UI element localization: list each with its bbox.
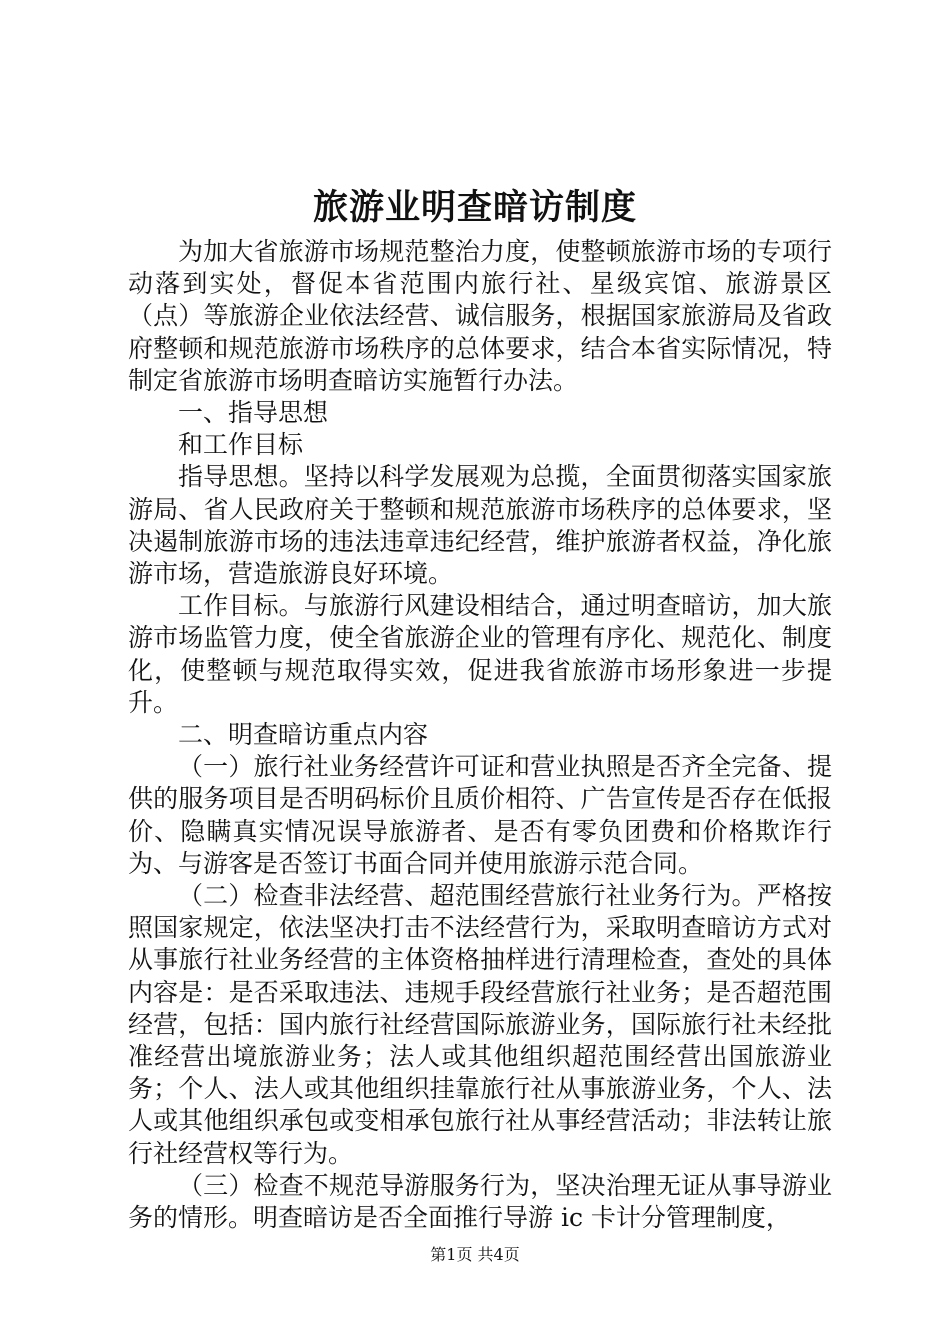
- heading-key-content: 二、明查暗访重点内容: [178, 720, 429, 750]
- paragraph-guiding-thought: 指导思想。坚持以科学发展观为总揽，全面贯彻落实国家旅游局、省人民政府关于整顿和规范旅游市场秩序的总体要求，坚决遏制旅游市场的违法违章违纪经营，维护旅游者权益，净化旅游市场，营造旅游良好环境。: [128, 462, 832, 589]
- paragraph-item-one: （一）旅行社业务经营许可证和营业执照是否齐全完备、提供的服务项目是否明码标价且质价相符、广告宣传是否存在低报价、隐瞒真实情况误导旅游者、是否有零负团费和价格欺诈行为、与游客是否签订书面合同并使用旅游示范合同。: [128, 752, 832, 878]
- paragraph-work-goal: 工作目标。与旅游行风建设相结合，通过明查暗访，加大旅游市场监管力度，使全省旅游企业的管理有序化、规范化、制度化，使整顿与规范取得实效，促进我省旅游市场形象进一步提升。: [128, 591, 832, 717]
- paragraph-item-three: （三）检查不规范导游服务行为，坚决治理无证从事导游业务的情形。明查暗访是否全面推行导游 ic 卡计分管理制度，: [128, 1170, 832, 1233]
- paragraph-item-two: （二）检查非法经营、超范围经营旅行社业务行为。严格按照国家规定，依法坚决打击不法经营行为，采取明查暗访方式对从事旅行社业务经营的主体资格抽样进行清理检查，查处的具体内容是：是否采取违法、违规手段经营旅行社业务；是否超范围经营，包括：国内旅行社经营国际旅游业务，国际旅行社未经批准经营出境旅游业务；法人或其他组织超范围经营出国旅游业务；个人、法人或其他组织挂靠旅行社从事旅游业务，个人、法人或其他组织承包或变相承包旅行社从事经营活动；非法转让旅行社经营权等行为。: [128, 881, 832, 1168]
- paragraph-intro: 为加大省旅游市场规范整治力度，使整顿旅游市场的专项行动落到实处，督促本省范围内旅行社、星级宾馆、旅游景区（点）等旅游企业依法经营、诚信服务，根据国家旅游局及省政府整顿和规范旅游市场秩序的总体要求，结合本省实际情况，特制定省旅游市场明查暗访实施暂行办法。: [128, 237, 832, 395]
- heading-guiding-thought: 一、指导思想: [178, 398, 329, 428]
- document-body: [128, 236, 832, 1234]
- document-title: 旅游业明查暗访制度: [312, 187, 637, 228]
- page-footer: 第1页 共4页: [430, 1245, 520, 1264]
- heading-work-goal: 和工作目标: [178, 430, 304, 460]
